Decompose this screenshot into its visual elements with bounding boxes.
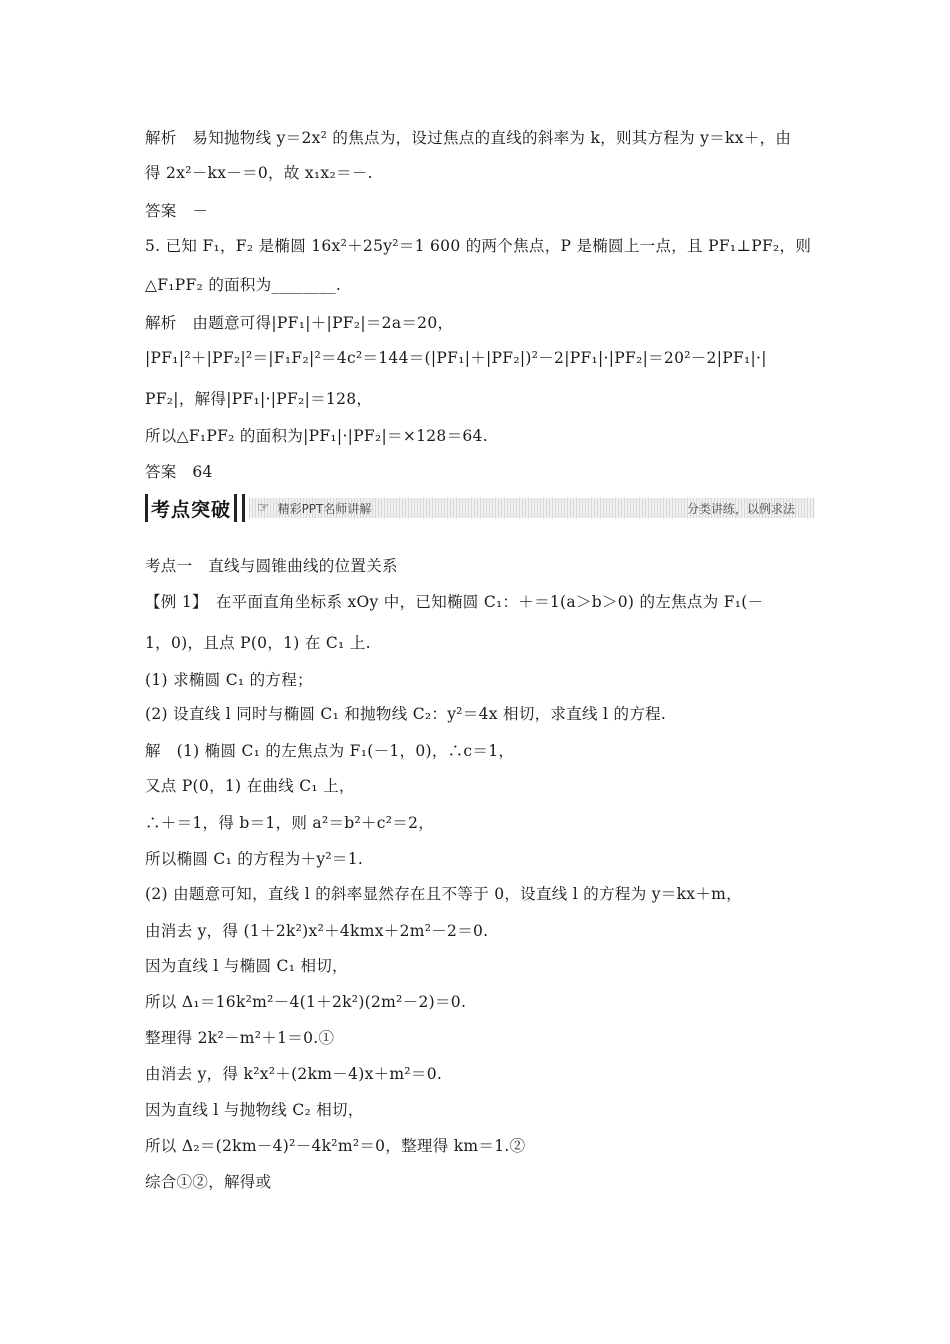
banner-strip bbox=[249, 498, 815, 518]
text-line: 所以 Δ₂＝(2km－4)²－4k²m²＝0，整理得 km＝1.② bbox=[145, 1137, 526, 1155]
text-line: 所以 Δ₁＝16k²m²－4(1＋2k²)(2m²－2)＝0. bbox=[145, 993, 467, 1011]
section-banner bbox=[145, 494, 815, 522]
pointing-hand-icon: ☞ bbox=[257, 500, 270, 516]
text-line: (2) 由题意可知，直线 l 的斜率显然存在且不等于 0，设直线 l 的方程为 y＝kx＋m， bbox=[145, 885, 742, 903]
banner-title: 考点突破 bbox=[145, 494, 237, 522]
text-line: 解析 由题意可得|PF₁|＋|PF₂|＝2a＝20， bbox=[145, 314, 454, 332]
text-line: 所以△F₁PF₂ 的面积为|PF₁|·|PF₂|＝×128＝64. bbox=[145, 427, 488, 445]
banner-left bbox=[257, 500, 371, 517]
text-line: 由消去 y，得 k²x²＋(2km－4)x＋m²＝0. bbox=[145, 1065, 443, 1083]
text-line: ∴＋＝1，得 b＝1，则 a²＝b²＋c²＝2， bbox=[145, 814, 435, 832]
text-line: 因为直线 l 与抛物线 C₂ 相切， bbox=[145, 1101, 364, 1119]
text-line: (1) 求椭圆 C₁ 的方程； bbox=[145, 671, 313, 689]
text-line: 整理得 2k²－m²＋1＝0.① bbox=[145, 1029, 335, 1047]
text-line: 考点一 直线与圆锥曲线的位置关系 bbox=[145, 557, 398, 575]
text-line: 答案 － bbox=[145, 202, 209, 220]
banner-subtitle: 精彩PPT名师讲解 bbox=[277, 501, 372, 516]
text-line: 得 2x²－kx－＝0，故 x₁x₂＝－. bbox=[145, 164, 373, 182]
text-line: 【例 1】 在平面直角坐标系 xOy 中，已知椭圆 C₁：＋＝1(a＞b＞0) 的左焦点为 F₁(－ bbox=[145, 593, 764, 611]
text-line: 解 (1) 椭圆 C₁ 的左焦点为 F₁(－1，0)，∴c＝1， bbox=[145, 742, 515, 760]
text-line: 1，0)，且点 P(0，1) 在 C₁ 上. bbox=[145, 634, 371, 652]
banner-right-text: 分类讲练，以例求法 bbox=[686, 501, 795, 516]
text-line: △F₁PF₂ 的面积为________. bbox=[145, 276, 342, 294]
text-line: PF₂|，解得|PF₁|·|PF₂|＝128， bbox=[145, 390, 373, 408]
text-line: 所以椭圆 C₁ 的方程为＋y²＝1. bbox=[145, 850, 364, 868]
text-line: 综合①②，解得或 bbox=[145, 1173, 272, 1191]
text-line: (2) 设直线 l 同时与椭圆 C₁ 和抛物线 C₂：y²＝4x 相切，求直线 l 的方程. bbox=[145, 705, 667, 723]
banner-divider bbox=[242, 494, 245, 522]
text-line: |PF₁|²＋|PF₂|²＝|F₁F₂|²＝4c²＝144＝(|PF₁|＋|PF₂|)²－2|PF₁|·|PF₂|＝20²－2|PF₁|·| bbox=[145, 349, 767, 367]
text-line: 又点 P(0，1) 在曲线 C₁ 上， bbox=[145, 777, 355, 795]
text-line: 答案 64 bbox=[145, 463, 213, 481]
text-line: 因为直线 l 与椭圆 C₁ 相切， bbox=[145, 957, 348, 975]
text-line: 由消去 y，得 (1＋2k²)x²＋4kmx＋2m²－2＝0. bbox=[145, 922, 489, 940]
text-line: 5. 已知 F₁，F₂ 是椭圆 16x²＋25y²＝1 600 的两个焦点，P 是椭圆上一点，且 PF₁⊥PF₂，则 bbox=[145, 237, 812, 255]
text-line: 解析 易知抛物线 y＝2x² 的焦点为，设过焦点的直线的斜率为 k，则其方程为 y＝kx＋，由 bbox=[145, 129, 792, 147]
